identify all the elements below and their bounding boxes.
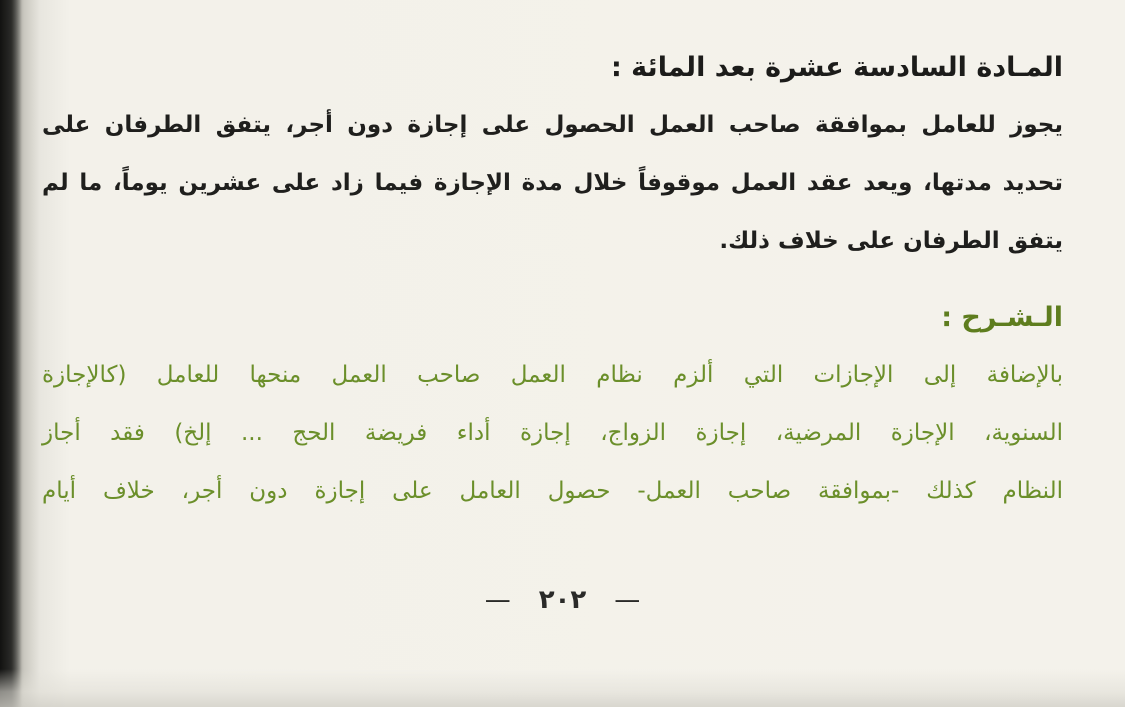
page-number-footer xyxy=(0,585,1125,615)
explanation-line: بالإضافة إلى الإجازات التي ألزم نظام العمل صاحب العمل منحها للعامل (كالإجازة xyxy=(42,362,1063,388)
explanation-line: السنوية، الإجازة المرضية، إجازة الزواج، إجازة أداء فريضة الحج ... إلخ) فقد أجاز xyxy=(42,420,1063,446)
article-line: يتفق الطرفان على خلاف ذلك. xyxy=(719,228,1063,254)
explanation-heading: الـشـرح : xyxy=(941,302,1063,333)
page-content xyxy=(42,40,1063,520)
article-line: تحديد مدتها، ويعد عقد العمل موقوفاً خلال مدة الإجازة فيما زاد على عشرين يوماً، ما لم xyxy=(42,170,1063,196)
page-number-dash-left: — xyxy=(484,585,511,615)
explanation-line: النظام كذلك -بموافقة صاحب العمل- حصول العامل على إجازة دون أجر، خلاف أيام xyxy=(42,478,1063,504)
page-bottom-edge xyxy=(0,669,1125,707)
page-number-dash-right: — xyxy=(614,585,641,615)
page-number: ٢٠٢ xyxy=(538,585,587,615)
explanation-body xyxy=(42,346,1063,520)
article-body xyxy=(42,96,1063,270)
article-line: يجوز للعامل بموافقة صاحب العمل الحصول على إجازة دون أجر، يتفق الطرفان على xyxy=(42,112,1063,138)
article-heading: المـادة السادسة عشرة بعد المائة : xyxy=(610,52,1063,83)
